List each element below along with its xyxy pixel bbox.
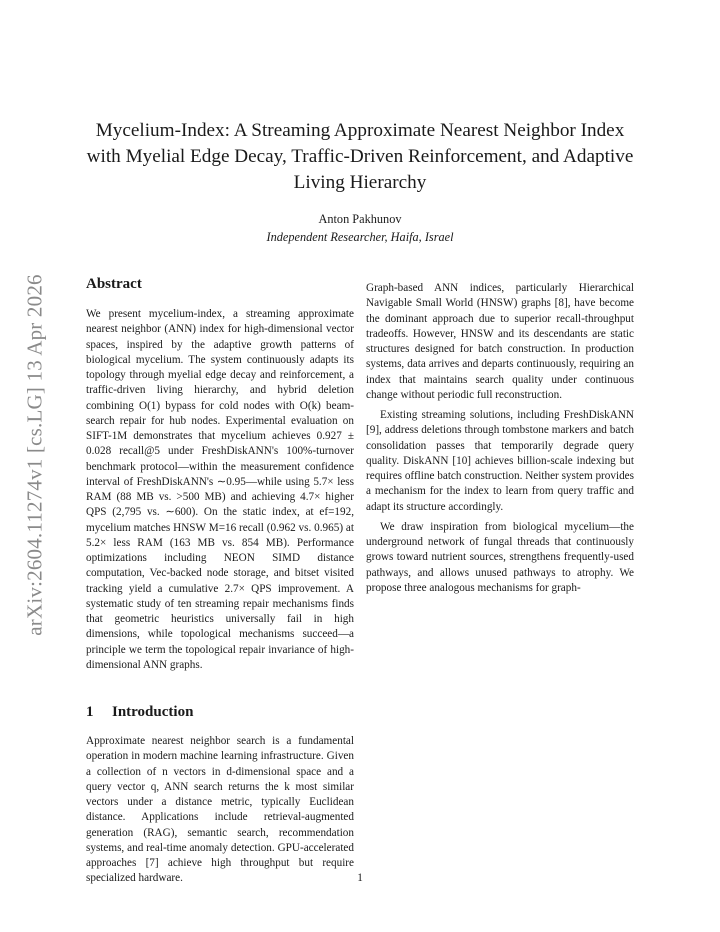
right-column [366, 281, 634, 596]
section-title: Introduction [112, 704, 194, 720]
arxiv-identifier: arXiv:2604.11274v1 [cs.LG] 13 Apr 2026 [22, 274, 47, 636]
author-affiliation: Independent Researcher, Haifa, Israel [266, 230, 454, 244]
intro-paragraph-4: We draw inspiration from biological mycelium—the underground network of fungal threads that continuously grows toward nutrient sources, strengthens frequently-used pathways, and allows unused pathways to atrophy. We propose three analogous mechanisms for graph- [366, 520, 634, 594]
abstract-heading: Abstract [86, 276, 142, 292]
section-number: 1 [86, 704, 94, 720]
arxiv-sidebar [20, 260, 50, 650]
page-number: 1 [357, 872, 363, 884]
intro-paragraph-3: Existing streaming solutions, including FreshDiskANN [9], address deletions through tombstone markers and batch consolidation passes that temporarily degrade query quality. DiskANN [10] achieves billion-scale indexing but requires offline batch construction. Neither system provides a mechanism for the index to learn from query traffic and adapt its structure accordingly. [366, 409, 634, 513]
section-heading [86, 702, 354, 722]
left-column [86, 274, 354, 887]
author-name: Anton Pakhunov [318, 212, 402, 226]
intro-paragraph-2: Graph-based ANN indices, particularly Hierarchical Navigable Small World (HNSW) graphs [8], have become the dominant approach due to superior recall-throughput tradeoffs. However, HNSW and its descendants are static structures designed for batch construction. In production systems, data arrives and departs continuously, requiring an index that maintains search quality under continuous change without periodic full reconstruction. [366, 282, 634, 401]
paper-title: Mycelium-Index: A Streaming Approximate Nearest Neighbor Index with Myelial Edge Decay, Traffic-Driven Reinforcement, and Adaptive Living Hierarchy [86, 120, 634, 193]
intro-paragraph-1: Approximate nearest neighbor search is a fundamental operation in modern machine learning infrastructure. Given a collection of n vectors in d-dimensional space and a query vector q, ANN search returns the k most similar vectors under a distance metric, typically Euclidean distance. Applications include retrieval-augmented generation (RAG), semantic search, recommendation systems, and real-time anomaly detection. GPU-accelerated approaches [7] achieve high throughput but require specialized hardware. [86, 735, 354, 885]
abstract-text: We present mycelium-index, a streaming approximate nearest neighbor (ANN) index for high-dimensional vector spaces, inspired by the adaptive growth patterns of biological mycelium. The system continuously adapts its topology through myelial edge decay and reinforcement, a traffic-driven living hierarchy, and hybrid deletion combining O(1) bypass for cold nodes with O(k) beam-search repair for hub nodes. Experimental evaluation on SIFT-1M demonstrates that mycelium achieves 0.927 ± 0.028 recall@5 under FreshDiskANN's 100%-turnover benchmark protocol—within the measurement confidence interval of FreshDiskANN's ∼0.95—while using 5.7× less RAM (88 MB vs. >500 MB) and achieving 4.7× higher QPS (2,795 vs. ∼600). On the static index, at ef=192, mycelium matches HNSW M=16 recall (0.962 vs. 0.965) at 5.2× less RAM (163 MB vs. 854 MB). Performance optimizations including NEON SIMD distance computation, Vec-backed node storage, and bitset visited tracking yield a cumulative 2.7× QPS improvement. A systematic study of ten streaming repair mechanisms finds that geometric heuristics universally fail in high dimensions, while topological mechanisms succeed—a principle we term the topological repair invariance of high-dimensional ANN graphs. [86, 308, 354, 671]
